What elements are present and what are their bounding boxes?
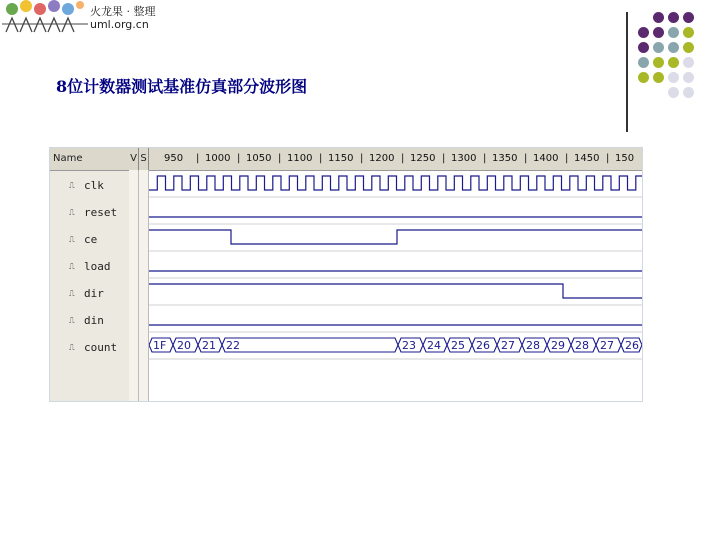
waveform-window [49, 147, 643, 402]
bus-value-label: 29 [551, 339, 565, 352]
signal-type-icon: ⎍ [69, 181, 75, 190]
decor-dot [668, 72, 679, 83]
bus-value-label: 25 [451, 339, 465, 352]
time-tick-mark: | [565, 153, 569, 164]
logo-figures-icon [2, 0, 88, 36]
time-tick-label: 950 [164, 153, 184, 164]
signal-type-icon: ⎍ [69, 343, 75, 352]
time-tick-label: 1200 [369, 153, 395, 164]
bus-value-label: 26 [476, 339, 490, 352]
signal-name-count: count [84, 341, 118, 354]
decor-dot [638, 72, 649, 83]
time-tick-label: 1250 [410, 153, 436, 164]
time-tick-label: 1450 [574, 153, 600, 164]
time-tick-label: 1050 [246, 153, 272, 164]
bus-value-label: 26 [625, 339, 639, 352]
signal-wave-clk [149, 176, 642, 190]
bus-segment [222, 338, 398, 352]
signal-name-din: din [84, 314, 104, 327]
time-tick-label: 150 [615, 153, 635, 164]
time-ruler[interactable] [149, 148, 642, 171]
signal-name-reset: reset [84, 206, 118, 219]
signal-name-load: load [84, 260, 111, 273]
signal-row[interactable] [50, 199, 149, 226]
bus-value-label: 27 [600, 339, 614, 352]
bus-value-label: 27 [501, 339, 515, 352]
signal-row[interactable] [50, 253, 149, 280]
decor-dot [653, 57, 664, 68]
decor-dot [638, 27, 649, 38]
decor-dot [683, 57, 694, 68]
decor-dot [638, 42, 649, 53]
waveform-plot[interactable] [149, 170, 642, 401]
time-tick-mark: | [278, 153, 282, 164]
decor-dot [638, 57, 649, 68]
time-tick-label: 1300 [451, 153, 477, 164]
signal-type-icon: ⎍ [69, 262, 75, 271]
decor-dot [668, 27, 679, 38]
decor-dot [653, 27, 664, 38]
logo-url: uml.org.cn [90, 18, 149, 31]
signal-name-ce: ce [84, 233, 98, 246]
time-tick-mark: | [360, 153, 364, 164]
signal-name-dir: dir [84, 287, 104, 300]
slide-title: 8位计数器测试基准仿真部分波形图 [56, 77, 308, 96]
signal-name-clk: clk [84, 179, 104, 192]
time-tick-label: 1000 [205, 153, 231, 164]
value-column-header[interactable]: V [129, 148, 139, 171]
signal-row[interactable] [50, 226, 149, 253]
signal-type-icon: ⎍ [69, 208, 75, 217]
decor-dot [683, 27, 694, 38]
bus-value-label: 21 [202, 339, 216, 352]
state-column-header[interactable]: S [139, 148, 149, 171]
bus-value-label: 28 [575, 339, 589, 352]
bus-value-label: 24 [427, 339, 441, 352]
time-tick-label: 1350 [492, 153, 518, 164]
time-tick-mark: | [319, 153, 323, 164]
bus-value-label: 20 [177, 339, 191, 352]
time-tick-mark: | [606, 153, 610, 164]
bus-value-label: 1F [153, 339, 167, 352]
bus-value-label: 23 [402, 339, 416, 352]
decor-dot [668, 87, 679, 98]
decor-dot [653, 72, 664, 83]
time-tick-label: 1100 [287, 153, 313, 164]
bus-value-label: 22 [226, 339, 240, 352]
decor-dot [683, 87, 694, 98]
signal-row[interactable] [50, 307, 149, 334]
time-tick-mark: | [442, 153, 446, 164]
signal-type-icon: ⎍ [69, 235, 75, 244]
time-tick-mark: | [483, 153, 487, 164]
name-column-header[interactable]: Name [50, 148, 132, 171]
signal-row[interactable] [50, 334, 149, 361]
time-tick-label: 1400 [533, 153, 559, 164]
time-tick-label: 1150 [328, 153, 354, 164]
decor-dot [653, 12, 664, 23]
decor-dot [683, 12, 694, 23]
signal-row[interactable] [50, 172, 149, 199]
decor-dot [668, 42, 679, 53]
decor-dot [653, 42, 664, 53]
signal-wave-ce [149, 230, 642, 244]
decor-dot [683, 42, 694, 53]
time-tick-mark: | [524, 153, 528, 164]
logo-text: 火龙果 · 整理 [90, 5, 156, 18]
time-tick-mark: | [196, 153, 200, 164]
signal-type-icon: ⎍ [69, 289, 75, 298]
divider-line [626, 12, 628, 132]
bus-value-label: 28 [526, 339, 540, 352]
signal-wave-dir [149, 284, 642, 298]
time-tick-mark: | [237, 153, 241, 164]
signal-type-icon: ⎍ [69, 316, 75, 325]
decor-dot [668, 57, 679, 68]
decor-dot [683, 72, 694, 83]
decor-dot [668, 12, 679, 23]
time-tick-mark: | [401, 153, 405, 164]
signal-row[interactable] [50, 280, 149, 307]
